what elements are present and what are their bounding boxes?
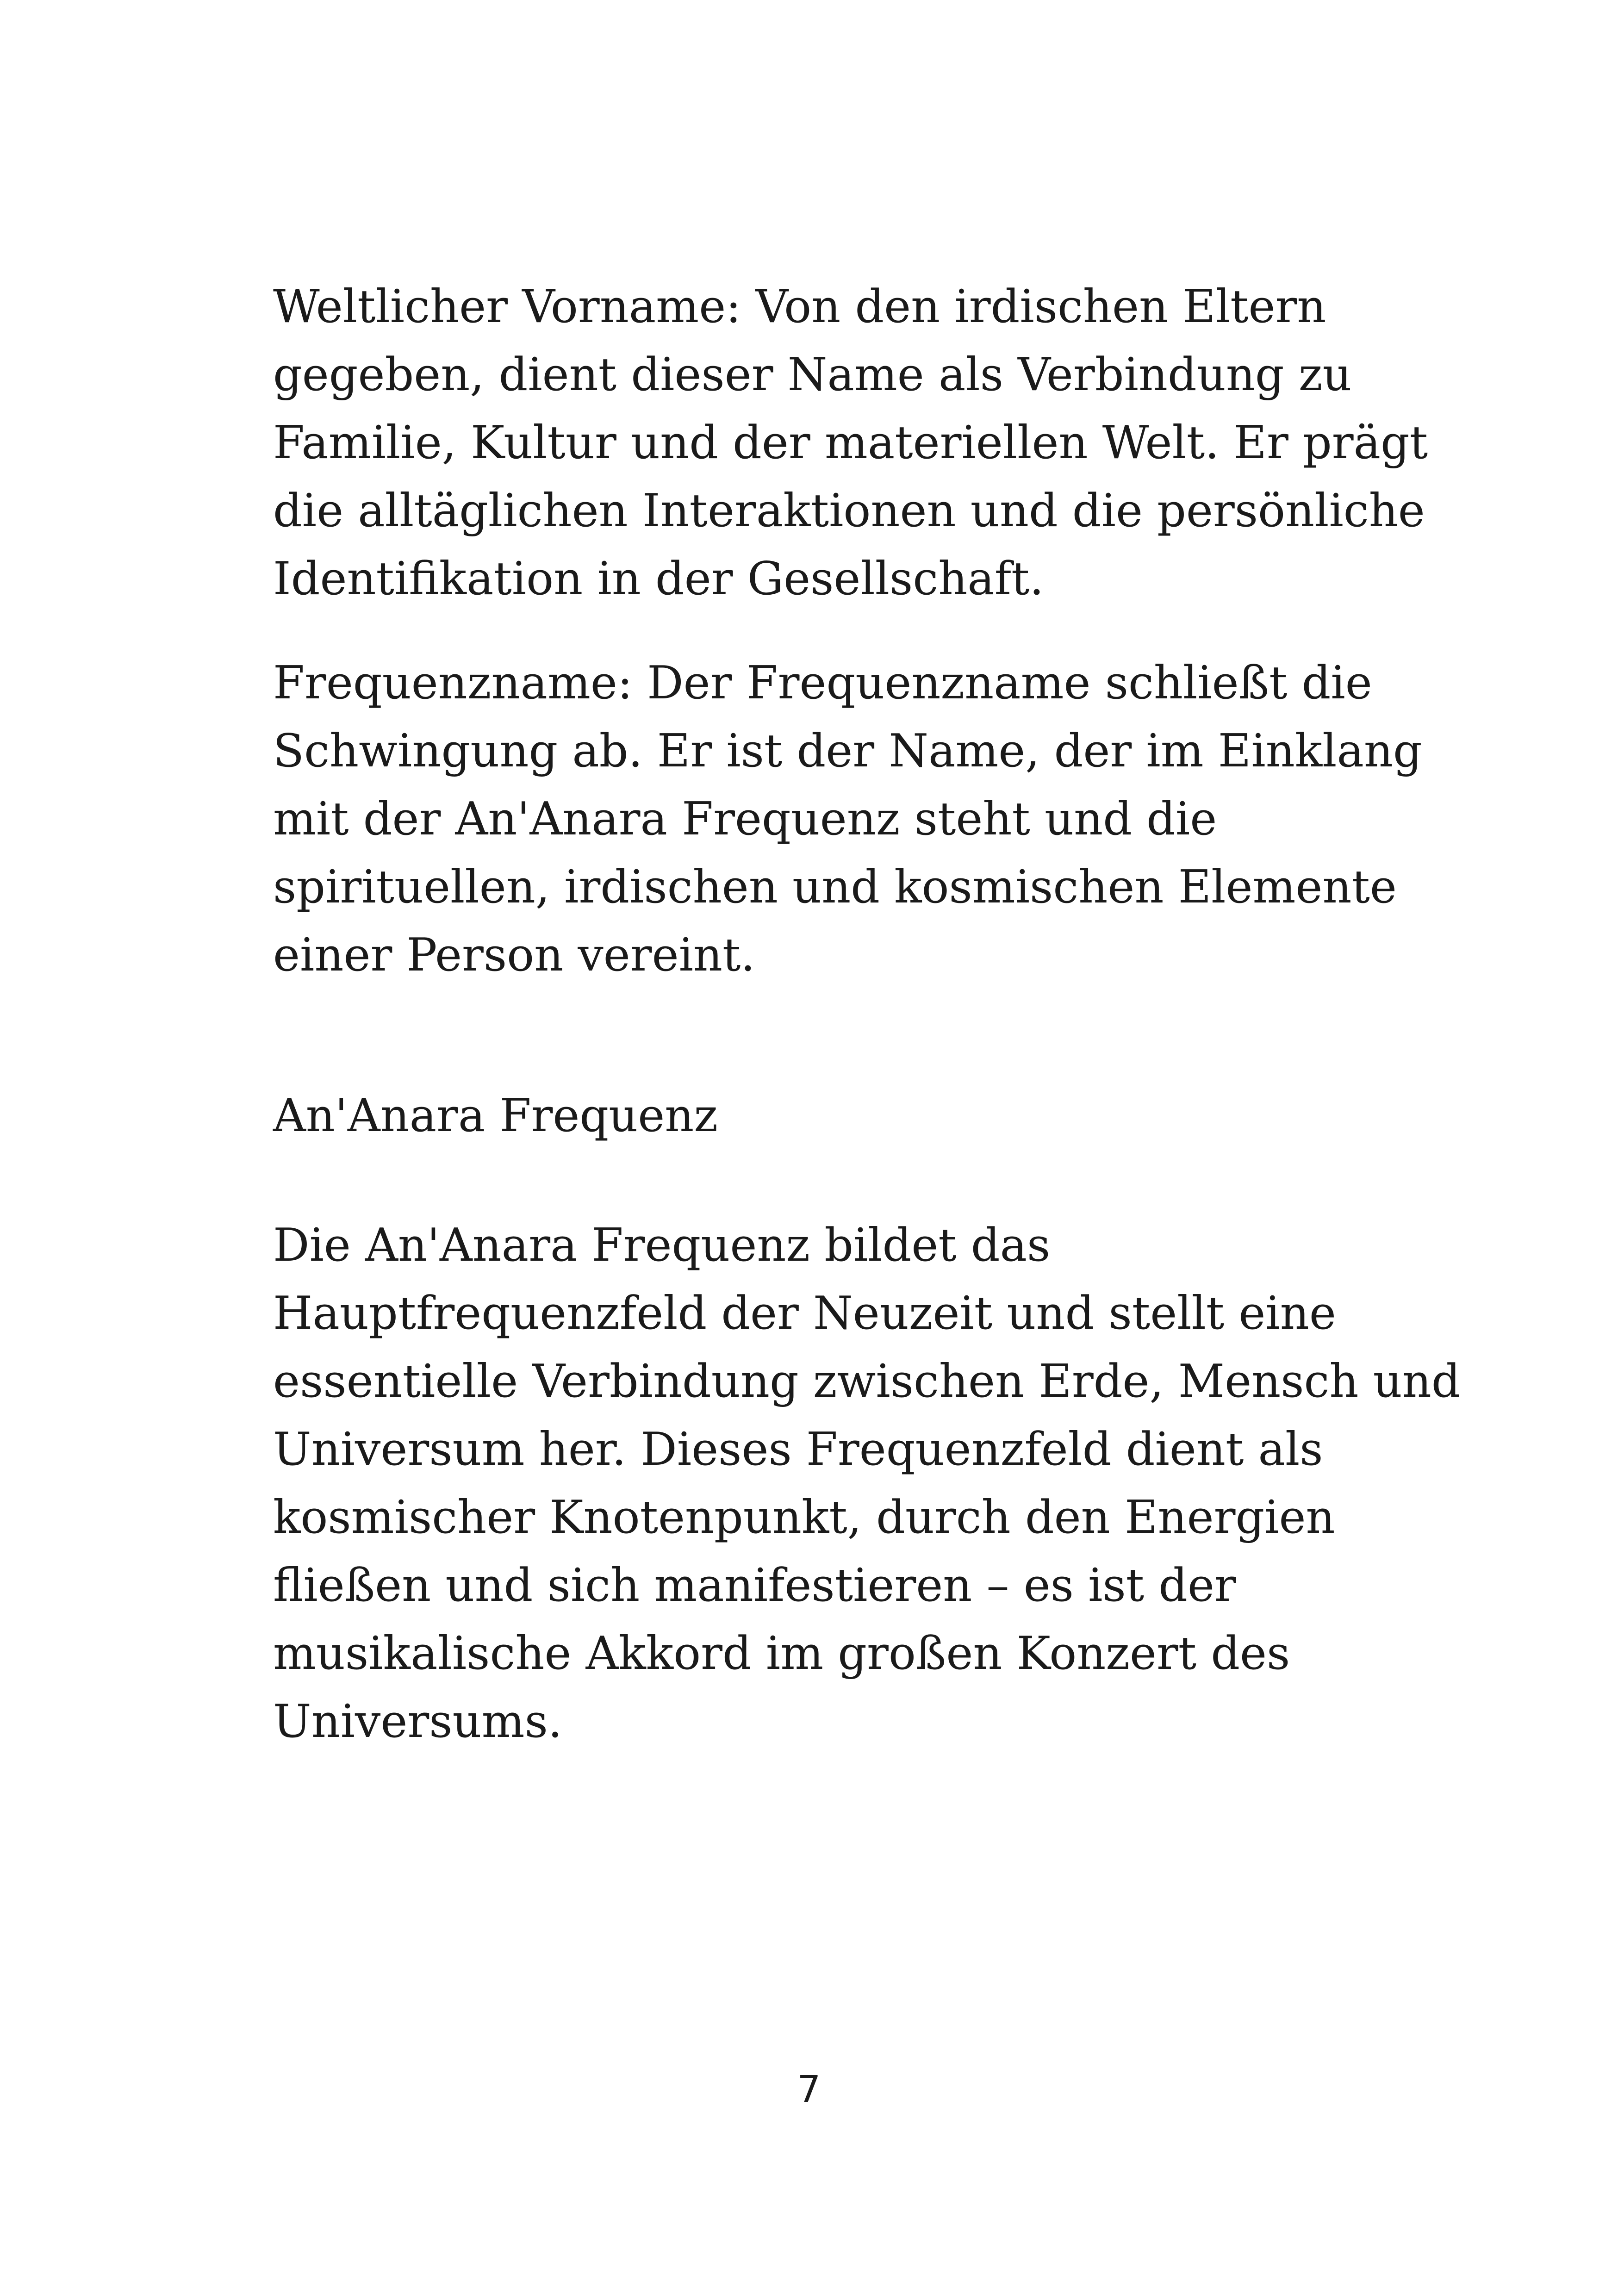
text-line: Universum her. Dieses Frequenzfeld dient als xyxy=(273,1423,1323,1476)
text-line: essentielle Verbindung zwischen Erde, Mensch und xyxy=(273,1355,1461,1408)
text-line: gegeben, dient dieser Name als Verbindung zu xyxy=(273,348,1352,401)
text-line: kosmischer Knotenpunkt, durch den Energien xyxy=(273,1491,1335,1544)
text-line: einer Person vereint. xyxy=(273,929,755,982)
text-line: mit der An'Anara Frequenz steht und die xyxy=(273,793,1217,846)
text-line: Weltlicher Vorname: Von den irdischen Eltern xyxy=(273,280,1326,333)
text-line: Hauptfrequenzfeld der Neuzeit und stellt eine xyxy=(273,1287,1336,1340)
text-line: Die An'Anara Frequenz bildet das xyxy=(273,1219,1051,1272)
text-line: musikalische Akkord im großen Konzert des xyxy=(273,1627,1290,1680)
section-heading: An'Anara Frequenz xyxy=(273,1089,718,1142)
paragraph-an-anara-frequenz xyxy=(273,1212,1461,1756)
paragraph-frequenzname xyxy=(273,649,1422,989)
text-line: fließen und sich manifestieren – es ist der xyxy=(273,1559,1236,1612)
text-line: Identifikation in der Gesellschaft. xyxy=(273,553,1044,605)
text-line: Familie, Kultur und der materiellen Welt. Er prägt xyxy=(273,417,1428,469)
text-line: Universums. xyxy=(273,1695,563,1748)
text-line: die alltäglichen Interaktionen und die persönliche xyxy=(273,485,1425,537)
text-line: spirituellen, irdischen und kosmischen Elemente xyxy=(273,861,1397,914)
text-line: Frequenzname: Der Frequenzname schließt die xyxy=(273,657,1372,709)
page-number: 7 xyxy=(797,2068,821,2111)
paragraph-weltlicher-vorname xyxy=(273,273,1428,613)
text-line: Schwingung ab. Er ist der Name, der im Einklang xyxy=(273,725,1422,778)
